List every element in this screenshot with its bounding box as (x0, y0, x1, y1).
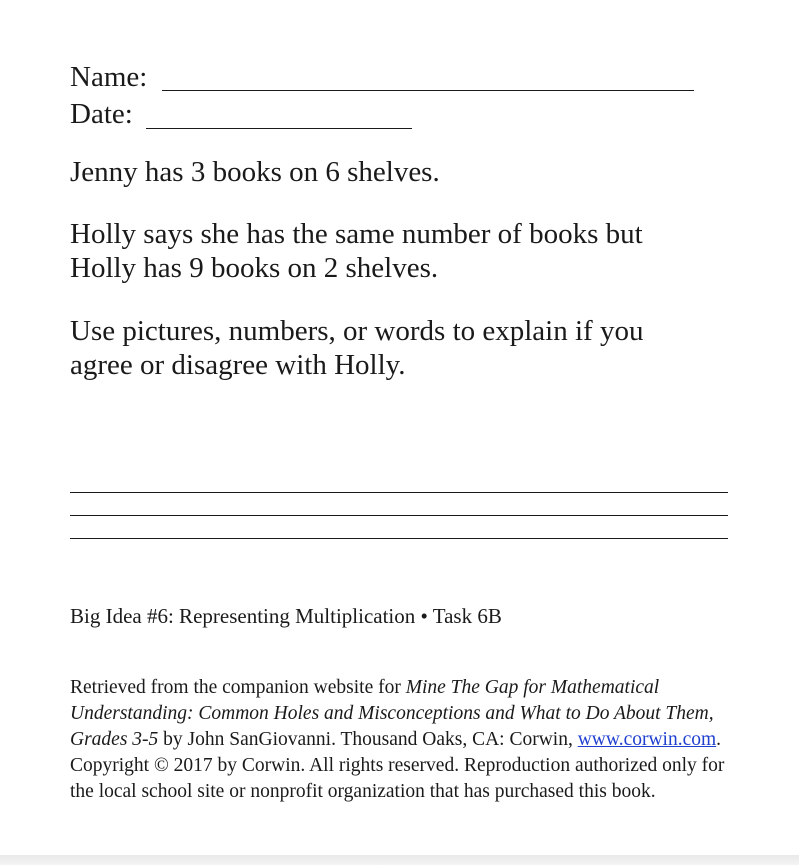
citation-author: by John SanGiovanni. Thousand Oaks, CA: Corwin, (158, 729, 578, 750)
problem-question: Use pictures, numbers, or words to explain if you agree or disagree with Holly. (70, 315, 644, 381)
problem-statement-1: Jenny has 3 books on 6 shelves. (70, 156, 440, 188)
problem-statement-2: Holly says she has the same number of books but Holly has 9 books on 2 shelves. (70, 218, 643, 284)
date-label: Date: (70, 98, 133, 130)
name-blank-line (162, 90, 694, 91)
answer-line-2 (70, 515, 728, 516)
citation-prefix: Retrieved from the companion website for (70, 677, 406, 698)
page-bottom-edge (0, 855, 799, 865)
citation-text (70, 675, 730, 805)
name-label: Name: (70, 61, 148, 93)
corwin-link[interactable]: www.corwin.com (577, 729, 717, 750)
book-title: Mine The Gap for Mathematical Understanding: Common Holes and Misconceptions and What to Do About Them, Grades 3-5 (70, 677, 714, 750)
date-field (70, 97, 133, 131)
task-label: Big Idea #6: Representing Multiplication • Task 6B (70, 604, 502, 628)
answer-line-1 (70, 492, 728, 493)
date-blank-line (146, 128, 412, 129)
answer-line-3 (70, 538, 728, 539)
citation-suffix: . Copyright © 2017 by Corwin. All rights reserved. Reproduction authorized only for the local school site or nonprofit organization that has purchased this book. (70, 729, 725, 802)
name-field (70, 60, 147, 94)
